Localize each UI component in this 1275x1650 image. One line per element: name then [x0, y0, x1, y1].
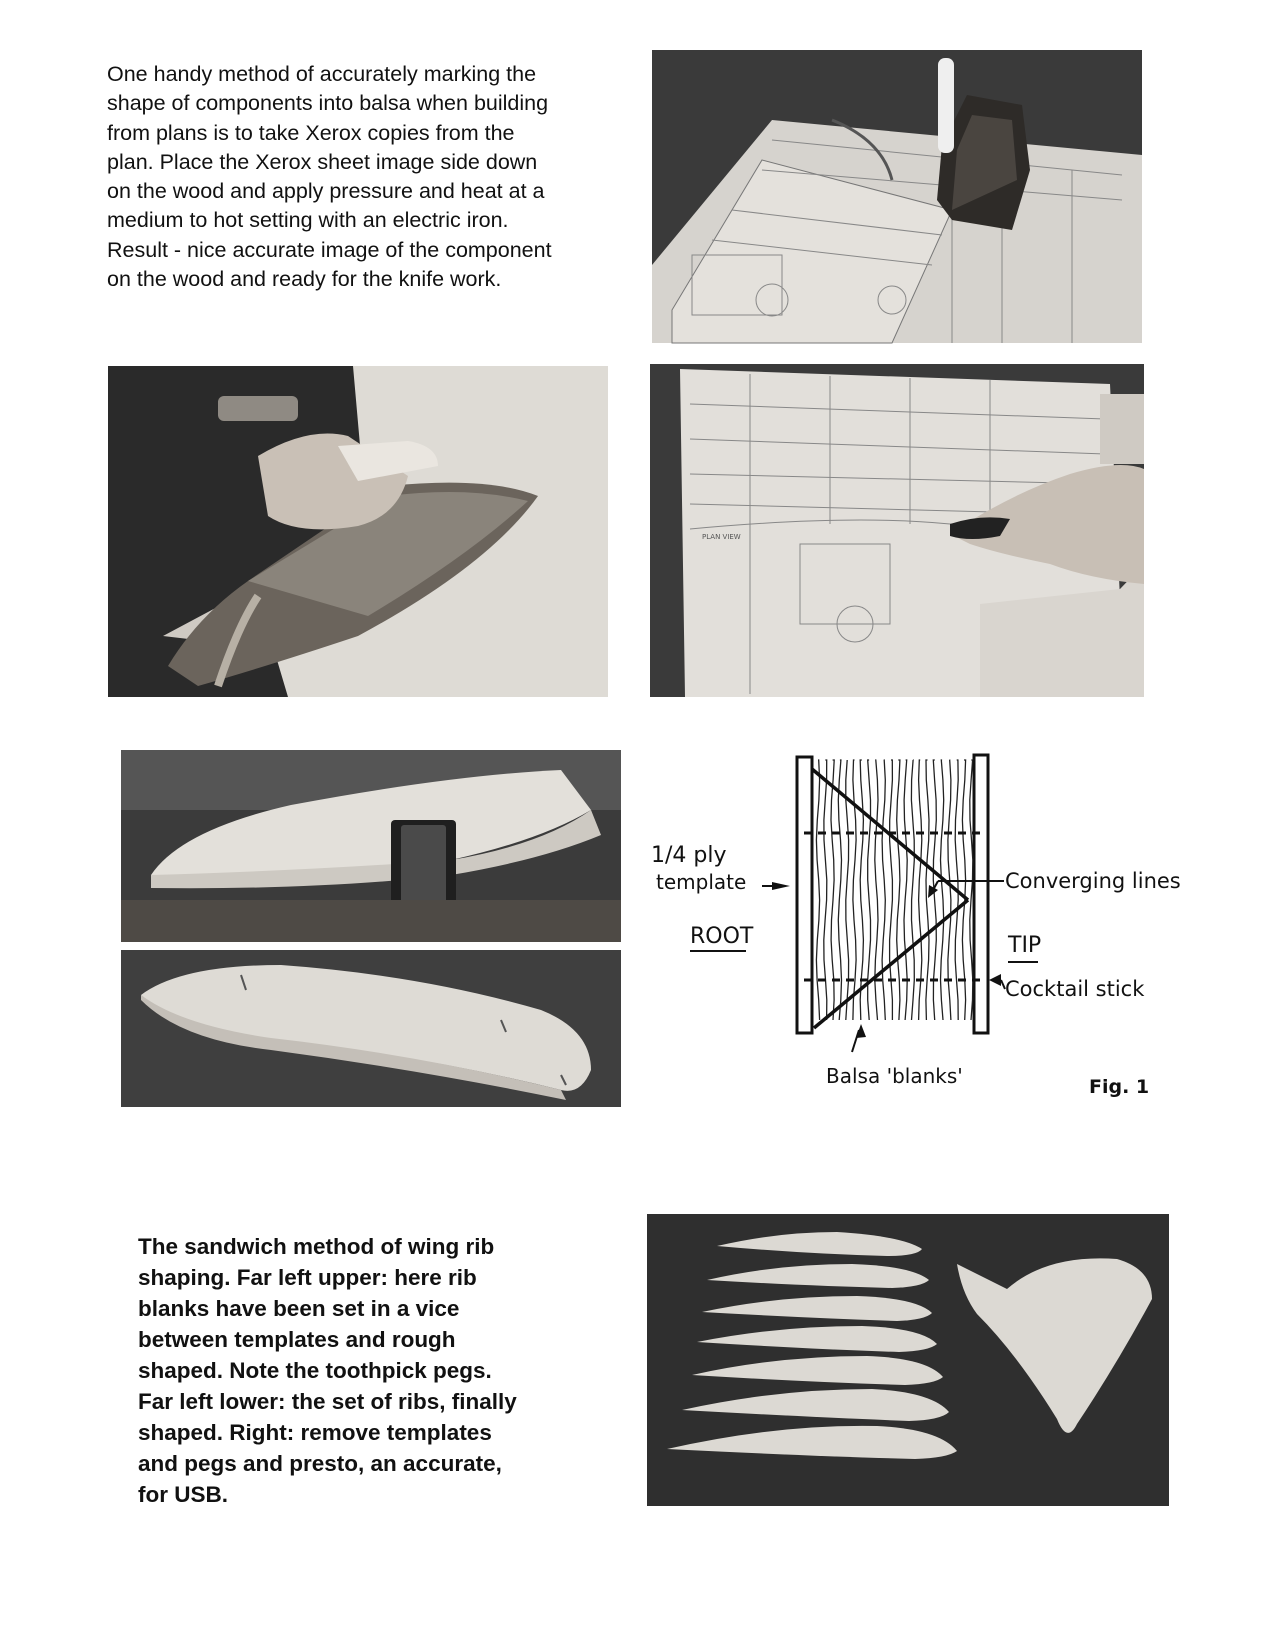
root-template-bar [797, 757, 812, 1033]
converging-lines-label: Converging lines [1005, 869, 1181, 893]
figure-number-label: Fig. 1 [1089, 1076, 1150, 1098]
photo-completed-ribs [647, 1214, 1169, 1506]
photo-rib-blanks-in-vice [121, 750, 621, 942]
balsa-blank-line [882, 760, 885, 1020]
balsa-blank-line [926, 760, 929, 1020]
caption-line: Far left lower: the set of ribs, finally [138, 1389, 517, 1414]
intro-line: from plans is to take Xerox copies from the [107, 120, 515, 145]
root-label: ROOT [690, 924, 754, 949]
balsa-blank-line [897, 760, 900, 1020]
caption-line: The sandwich method of wing rib [138, 1234, 495, 1259]
photo-finished-rib-stack [121, 950, 621, 1107]
cocktail-stick-label: Cocktail stick [1005, 977, 1145, 1001]
tip-template-bar [974, 755, 988, 1033]
intro-line: on the wood and ready for the knife work. [107, 267, 502, 292]
plan-view-text: PLAN VIEW [702, 533, 741, 541]
caption-line: and pegs and presto, an accurate, [138, 1451, 502, 1476]
intro-line: shape of components into balsa when building [107, 91, 549, 116]
caption-line: between templates and rough [138, 1327, 456, 1352]
caption-paragraph [138, 1231, 578, 1510]
caption-line: for USB. [138, 1482, 228, 1507]
balsa-blanks-label: Balsa 'blanks' [826, 1064, 963, 1088]
intro-paragraph [107, 60, 627, 294]
intro-line: plan. Place the Xerox sheet image side down [107, 149, 538, 174]
balsa-blank-line [941, 760, 944, 1020]
tip-label: TIP [1008, 933, 1042, 958]
caption-line: shaped. Right: remove templates [138, 1420, 492, 1445]
photo-iron-on-plan [652, 50, 1142, 343]
caption-line: shaped. Note the toothpick pegs. [138, 1358, 492, 1383]
photo-peel-copy [650, 364, 1144, 697]
template-label-line2: template [656, 870, 747, 894]
photo-hand-ironing [108, 366, 608, 697]
balsa-blank-line [911, 760, 914, 1020]
intro-line: medium to hot setting with an electric iron. [107, 208, 509, 233]
intro-line: One handy method of accurately marking the [107, 62, 537, 86]
intro-line: on the wood and apply pressure and heat at a [107, 179, 545, 204]
figure-sandwich-diagram [651, 752, 1226, 1132]
template-label-line1: 1/4 ply [651, 843, 727, 868]
intro-line: Result - nice accurate image of the component [107, 237, 552, 262]
caption-line: blanks have been set in a vice [138, 1296, 460, 1321]
caption-line: shaping. Far left upper: here rib [138, 1265, 477, 1290]
